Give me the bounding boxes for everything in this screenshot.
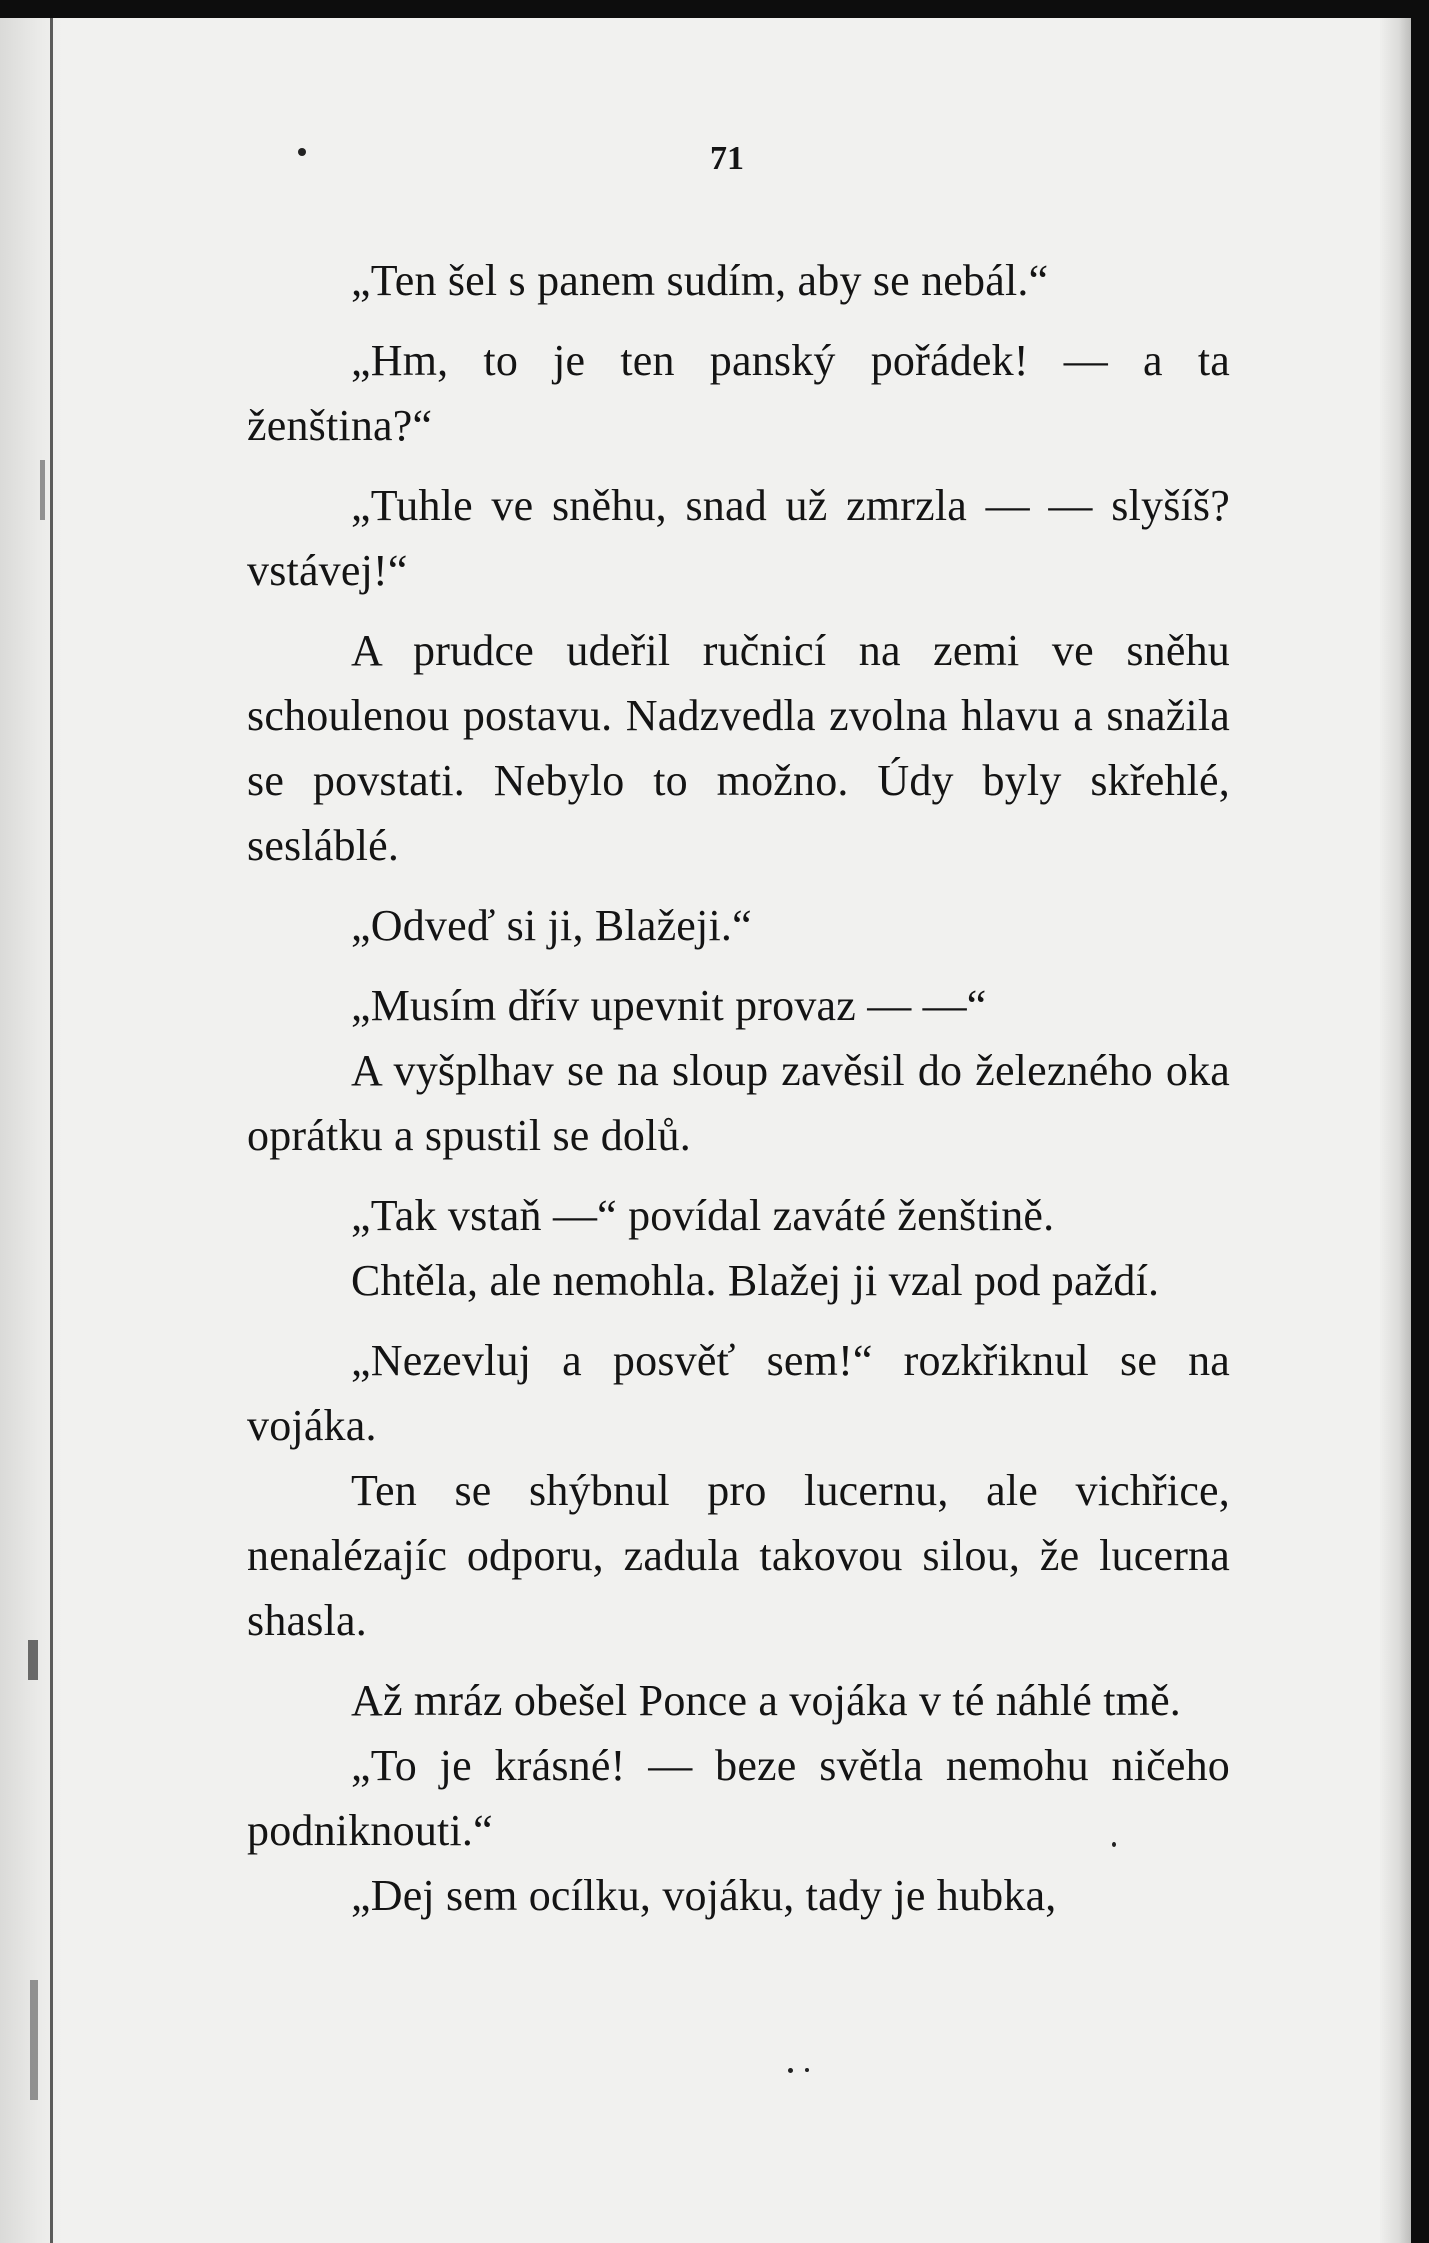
paragraph: „Tuhle ve sněhu, snad už zmrzla — — slyšíš? vstávej!“ <box>247 481 1230 595</box>
page-number: 71 <box>710 140 744 177</box>
binding-mark <box>40 460 45 520</box>
scan-border-right <box>1411 0 1429 2243</box>
paragraph: „Hm, to je ten panský pořádek! — a ta ženština?“ <box>247 336 1230 450</box>
paragraph: Chtěla, ale nemohla. Blažej ji vzal pod paždí. <box>351 1256 1160 1305</box>
scan-border-top <box>0 0 1429 18</box>
paragraph: „Odveď si ji, Blažeji.“ <box>351 901 752 950</box>
body-text <box>247 248 1230 1928</box>
paragraph: „Musím dřív upevnit provaz — —“ <box>351 981 987 1030</box>
paragraph: Až mráz obešel Ponce a vojáka v té náhlé tmě. <box>351 1676 1182 1725</box>
binding-mark <box>28 1640 38 1680</box>
page-edge-shadow <box>1380 18 1411 2243</box>
paragraph: A prudce udeřil ručnicí na zemi ve sněhu schoulenou postavu. Nadzvedla zvolna hlavu a snažila se povstati. Nebylo to možno. Údy byly skřehlé, sesláblé. <box>247 626 1230 870</box>
ink-speck <box>805 2068 809 2072</box>
paragraph: „Tak vstaň —“ povídal zaváté ženštině. <box>351 1191 1055 1240</box>
binding-mark <box>30 1980 38 2100</box>
ink-speck <box>298 148 306 156</box>
ink-speck <box>788 2068 793 2073</box>
paragraph: „Nezevluj a posvěť sem!“ rozkřiknul se na vojáka. <box>247 1336 1230 1450</box>
binding-edge-line <box>50 18 53 2243</box>
paragraph: „To je krásné! — beze světla nemohu ničeho podniknouti.“ <box>247 1741 1230 1855</box>
paragraph: Ten se shýbnul pro lucernu, ale vichřice, nenalézajíc odporu, zadula takovou silou, že lucerna shasla. <box>247 1466 1230 1645</box>
paragraph: „Ten šel s panem sudím, aby se nebál.“ <box>351 256 1049 305</box>
paragraph: „Dej sem ocílku, vojáku, tady je hubka, <box>351 1871 1057 1920</box>
paragraph: A vyšplhav se na sloup zavěsil do železného oka oprátku a spustil se dolů. <box>247 1046 1230 1160</box>
